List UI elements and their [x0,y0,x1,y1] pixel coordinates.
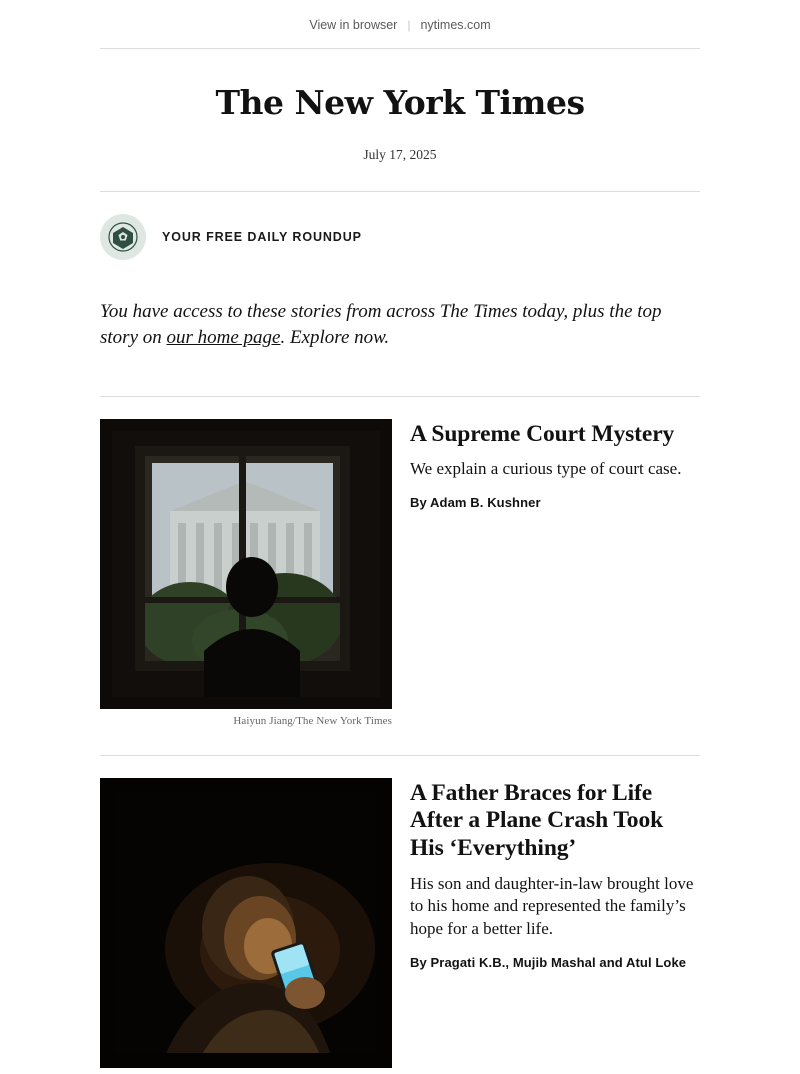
preheader-separator: | [407,18,411,32]
story-summary: We explain a curious type of court case. [410,459,682,479]
story-block-1 [0,397,800,727]
story[interactable] [100,756,700,1074]
story-byline: By Pragati K.B., Mujib Mashal and Atul Loke [410,954,687,970]
preheader-bar [0,0,800,48]
story-block-2 [0,756,800,1074]
story-media[interactable] [100,778,392,1074]
image-credit [100,1068,392,1074]
story-byline: By Adam B. Kushner [410,494,541,510]
story-text [410,419,700,510]
nyt-logo-text: The New York Times [215,83,585,122]
nytimes-site-link[interactable]: nytimes.com [420,18,491,32]
story-text [410,778,700,970]
story-media[interactable] [100,419,392,727]
roundup-header [100,192,700,264]
image-credit: Haiyun Jiang/The New York Times [233,714,392,727]
masthead [0,49,800,122]
roundup-intro-text-1: You have access to these stories from across The Times today, plus the top story on [100,301,662,348]
issue-date: July 17, 2025 [363,147,437,163]
home-page-link[interactable]: our home page [166,326,281,348]
roundup-intro [100,283,700,376]
roundup-label: YOUR FREE DAILY ROUNDUP [162,230,362,245]
story[interactable] [100,397,700,727]
newspaper-badge-icon [100,214,146,260]
roundup-intro-text-2: . Explore now. [280,326,390,348]
story-image-father-phone[interactable] [100,778,392,1068]
roundup-section [0,192,800,376]
nyt-logo[interactable] [215,85,584,122]
story-image-supreme-court[interactable] [100,419,392,709]
story-title[interactable]: A Supreme Court Mystery [410,420,675,447]
story-summary: His son and daughter-in-law brought love to his home and represented the family’s hope for a better life. [410,873,694,938]
view-in-browser-link[interactable]: View in browser [309,18,398,32]
story-title[interactable]: A Father Braces for Life After a Plane Crash Took His ‘Everything’ [410,779,664,862]
